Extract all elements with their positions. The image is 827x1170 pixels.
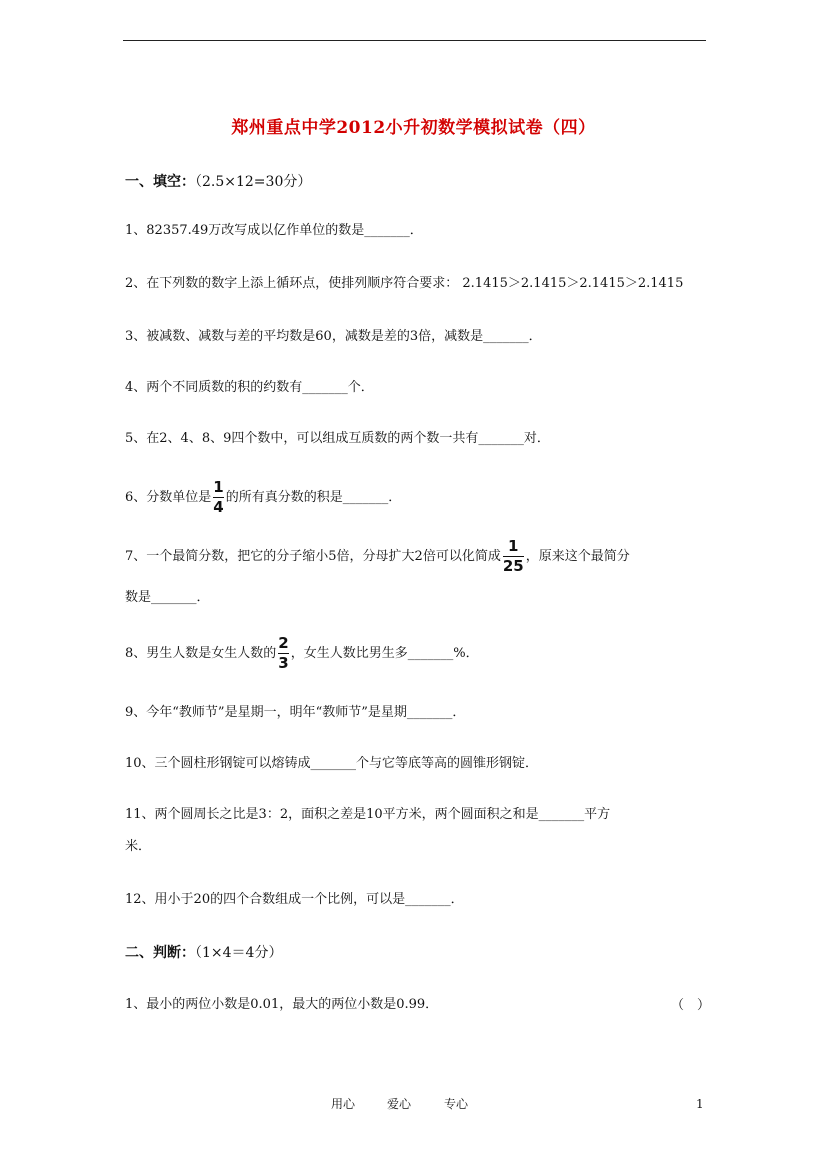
- question-6-text-b: 的所有真分数的积是_______．: [225, 490, 402, 505]
- fraction-numerator: 2: [278, 634, 289, 652]
- fraction-numerator: 1: [508, 537, 519, 555]
- footer-text: 专心: [444, 1097, 469, 1111]
- fraction-denominator: 4: [213, 498, 224, 516]
- fraction: [278, 636, 288, 671]
- question-12: 12、用小于20的四个合数组成一个比例，可以是_______．: [125, 892, 464, 907]
- question-5: 5、在2、4、8、9四个数中，可以组成互质数的两个数一共有_______对．: [125, 431, 550, 446]
- footer-text: 爱心: [387, 1097, 412, 1111]
- section-heading: 一、填空：: [125, 174, 195, 190]
- question-7: [125, 537, 630, 577]
- fraction-denominator: 3: [278, 654, 289, 672]
- question-6: [125, 478, 401, 518]
- fraction: [213, 480, 223, 515]
- header-rule: [123, 40, 706, 41]
- question-7-text-b: ，原来这个最简分: [525, 549, 630, 564]
- section-true-false: [125, 942, 282, 962]
- question-2: 2、在下列数的数字上添上循环点，使排列顺序符合要求： 2.1415＞2.1415＞2.1415＞2.1415: [125, 276, 684, 291]
- question-11-line-2: 米．: [125, 839, 152, 854]
- question-6-text-a: 6、分数单位是: [125, 490, 212, 505]
- page-title: 郑州重点中学2012小升初数学模拟试卷（四）: [231, 118, 596, 138]
- section-score: （2.5×12=30分）: [195, 174, 312, 190]
- question-9: 9、今年“教师节”是星期一，明年“教师节”是星期_______．: [125, 705, 466, 720]
- question-8-text-b: ，女生人数比男生多_______%．: [290, 646, 479, 661]
- question-8: [125, 634, 479, 674]
- answer-parentheses: （ ）: [671, 998, 711, 1013]
- question-7-text-a: 7、一个最简分数，把它的分子缩小5倍，分母扩大2倍可以化简成: [125, 549, 501, 564]
- question-3: 3、被减数、减数与差的平均数是60，减数是差的3倍，减数是_______．: [125, 329, 542, 344]
- question-10: 10、三个圆柱形钢锭可以熔铸成_______个与它等底等高的圆锥形钢锭．: [125, 756, 539, 771]
- fraction: [503, 539, 524, 574]
- fraction-denominator: 25: [502, 557, 524, 575]
- fraction-numerator: 1: [213, 478, 224, 496]
- question-1: 1、82357.49万改写成以亿作单位的数是_______．: [125, 223, 423, 238]
- section-heading: 二、判断：: [125, 945, 195, 961]
- question-11: 11、两个圆周长之比是3：2，面积之差是10平方米，两个圆面积之和是_______平方: [125, 807, 611, 822]
- section-fill-in: [125, 171, 311, 191]
- question-7-line-2: 数是_______．: [125, 590, 210, 605]
- question-4: 4、两个不同质数的积的约数有_______个．: [125, 380, 374, 395]
- section-score: （1×4＝4分）: [195, 945, 283, 961]
- question-8-text-a: 8、男生人数是女生人数的: [125, 646, 277, 661]
- page-number: 1: [696, 1097, 704, 1111]
- judge-question-1: 1、最小的两位小数是0.01，最大的两位小数是0.99．: [125, 997, 439, 1012]
- footer-text: 用心: [331, 1097, 356, 1111]
